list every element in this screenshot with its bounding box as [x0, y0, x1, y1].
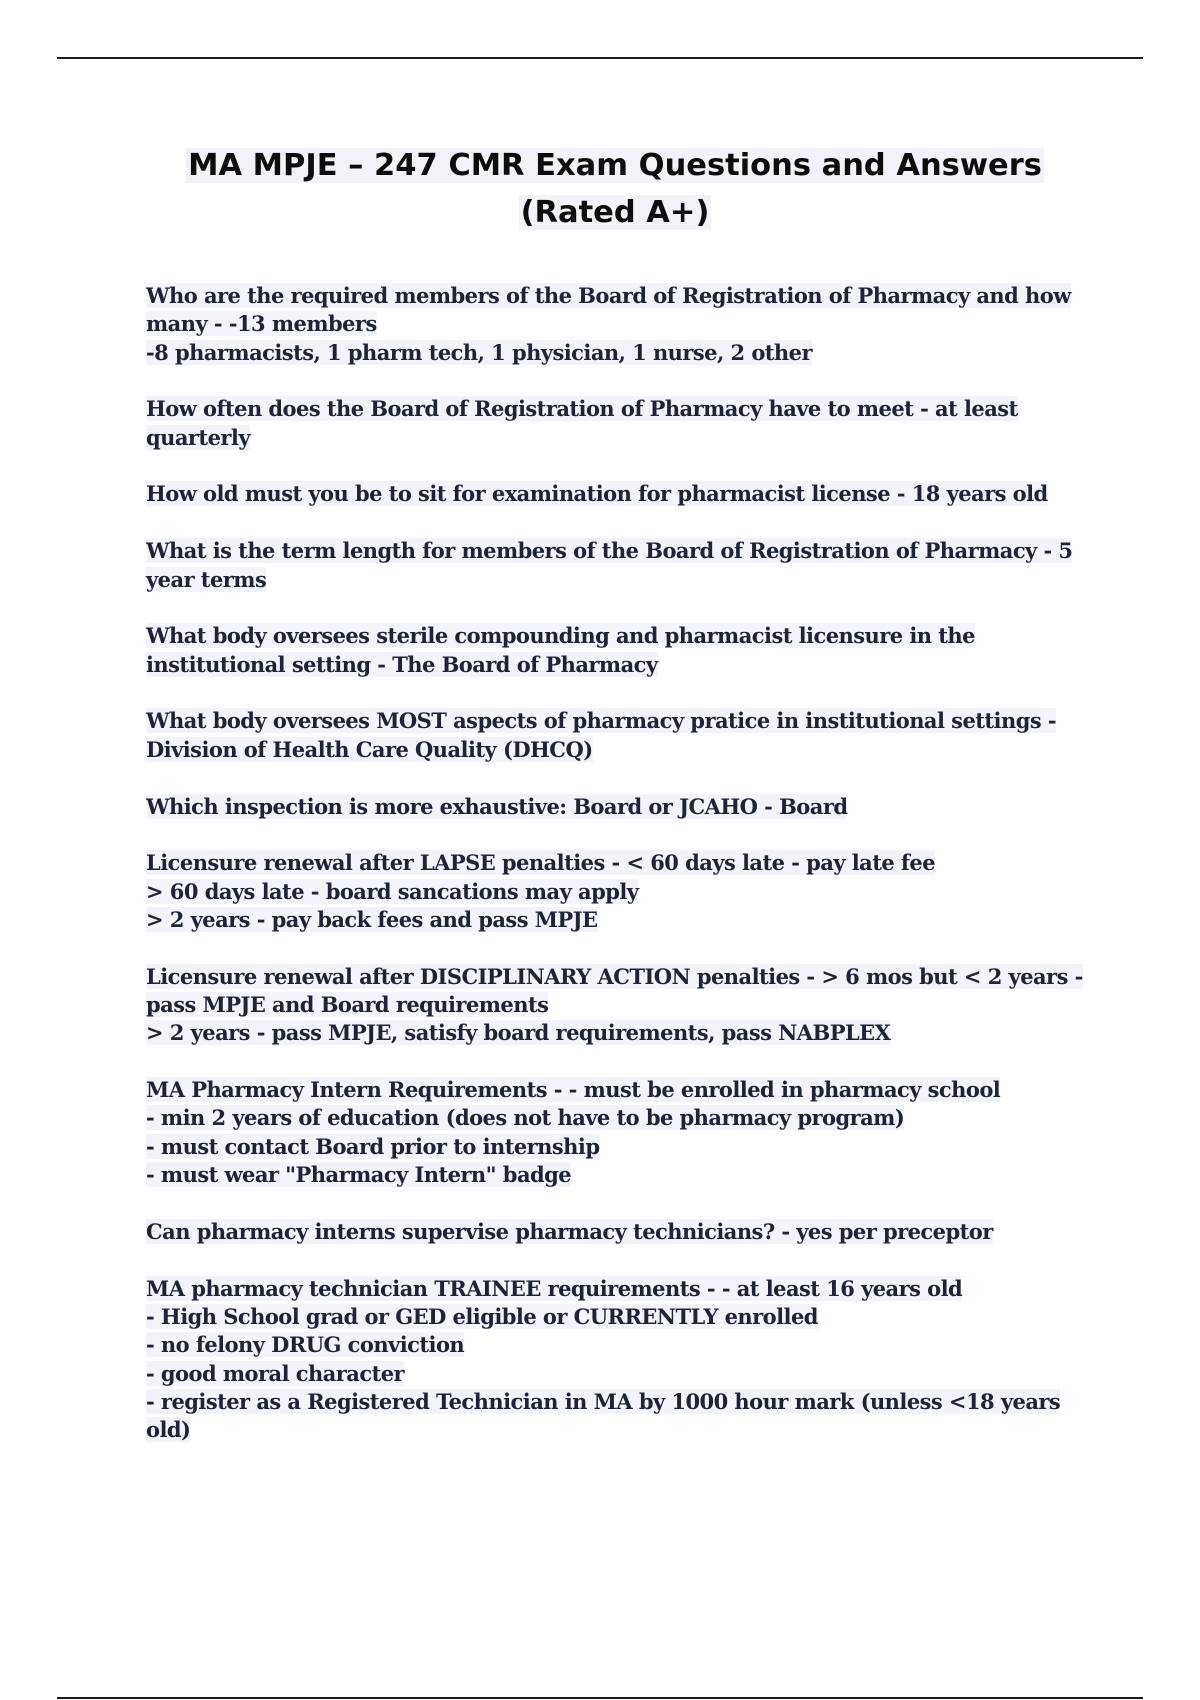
qa-line-text: > 2 years - pass MPJE, satisfy board requirements, pass NABPLEX [146, 1020, 891, 1046]
qa-line [146, 480, 1066, 508]
qa-line [146, 537, 1073, 565]
qa-line-text: - min 2 years of education (does not have to be pharmacy program) [146, 1105, 905, 1131]
qa-line [146, 1303, 1066, 1331]
qa-line [146, 1416, 1066, 1444]
qa-line-text: What body oversees sterile compounding and pharmacist licensure in the [146, 623, 975, 649]
qa-line [146, 1161, 1066, 1189]
qa-line [146, 1218, 1066, 1246]
qa-line-text: - must wear "Pharmacy Intern" badge [146, 1162, 572, 1188]
qa-line [146, 282, 1071, 310]
qa-line [146, 339, 1066, 367]
bottom-rule [57, 1697, 1143, 1699]
qa-item [146, 1218, 1066, 1246]
qa-line [146, 395, 1066, 423]
qa-line [146, 1019, 1066, 1047]
qa-line-text: How old must you be to sit for examination for pharmacist license - 18 years old [146, 481, 1048, 507]
qa-item [146, 849, 1066, 934]
qa-line [146, 1275, 1066, 1303]
qa-item [146, 537, 1073, 594]
qa-line-text: Licensure renewal after LAPSE penalties - < 60 days late - pay late fee [146, 850, 936, 876]
qa-line-text: > 60 days late - board sancations may apply [146, 878, 639, 904]
qa-item [146, 1275, 1066, 1445]
qa-line-text: Can pharmacy interns supervise pharmacy technicians? - yes per preceptor [146, 1218, 993, 1244]
qa-line-text: year terms [146, 566, 267, 592]
qa-line-text: > 2 years - pay back fees and pass MPJE [146, 906, 598, 932]
qa-line [146, 1133, 1066, 1161]
qa-line-text: - no felony DRUG conviction [146, 1332, 465, 1358]
title-line-2: (Rated A+) [520, 195, 710, 230]
qa-line [146, 424, 1066, 452]
qa-line [146, 1104, 1066, 1132]
qa-line-text: What body oversees MOST aspects of pharmacy pratice in institutional settings - [146, 708, 1057, 734]
qa-line-text: - register as a Registered Technician in MA by 1000 hour mark (unless <18 years [146, 1388, 1061, 1414]
qa-line [146, 736, 1066, 764]
qa-line [146, 878, 1066, 906]
qa-line [146, 651, 1066, 679]
qa-line [146, 963, 1083, 991]
qa-line [146, 849, 1066, 877]
qa-line [146, 310, 1066, 338]
qa-line-text: Who are the required members of the Board of Registration of Pharmacy and how [146, 283, 1071, 308]
qa-line-text: quarterly [146, 424, 250, 450]
qa-line-text: many - -13 members [146, 311, 377, 337]
top-rule [57, 57, 1143, 59]
qa-line-text: How often does the Board of Registration of Pharmacy have to meet - at least [146, 396, 1018, 422]
qa-line [146, 1388, 1066, 1416]
qa-item [146, 707, 1066, 764]
qa-line-text: Which inspection is more exhaustive: Board or JCAHO - Board [146, 793, 848, 819]
qa-line-text: What is the term length for members of the Board of Registration of Pharmacy - 5 [146, 538, 1073, 564]
qa-item [146, 1076, 1066, 1189]
qa-line [146, 1360, 1066, 1388]
qa-line-text: pass MPJE and Board requirements [146, 992, 549, 1018]
qa-item [146, 963, 1083, 1048]
qa-line [146, 622, 1066, 650]
qa-line-text: - good moral character [146, 1360, 405, 1386]
qa-line-text: - High School grad or GED eligible or CURRENTLY enrolled [146, 1303, 818, 1329]
qa-line-text: -8 pharmacists, 1 pharm tech, 1 physician, 1 nurse, 2 other [146, 339, 812, 365]
qa-line [146, 991, 1066, 1019]
qa-line [146, 906, 1066, 934]
qa-line [146, 1331, 1066, 1359]
qa-line-text: MA pharmacy technician TRAINEE requirements - - at least 16 years old [146, 1275, 963, 1301]
qa-line [146, 793, 1066, 821]
qa-item [146, 395, 1066, 452]
qa-line-text: Division of Health Care Quality (DHCQ) [146, 736, 593, 762]
qa-line [146, 707, 1066, 735]
qa-item [146, 793, 1066, 821]
qa-item [146, 622, 1066, 679]
qa-line-text: MA Pharmacy Intern Requirements - - must be enrolled in pharmacy school [146, 1077, 1001, 1103]
qa-line-text: - must contact Board prior to internship [146, 1133, 600, 1159]
qa-line [146, 566, 1066, 594]
qa-line-text: old) [146, 1417, 191, 1443]
qa-line-text: institutional setting - The Board of Pharmacy [146, 651, 658, 677]
title-line-1: MA MPJE – 247 CMR Exam Questions and Answers [188, 148, 1042, 183]
qa-item [146, 480, 1066, 508]
qa-item [146, 282, 1071, 367]
qa-line [146, 1076, 1066, 1104]
document-title [150, 142, 1080, 236]
qa-list [146, 282, 1083, 1473]
qa-line-text: Licensure renewal after DISCIPLINARY ACTION penalties - > 6 mos but < 2 years - [146, 963, 1083, 989]
